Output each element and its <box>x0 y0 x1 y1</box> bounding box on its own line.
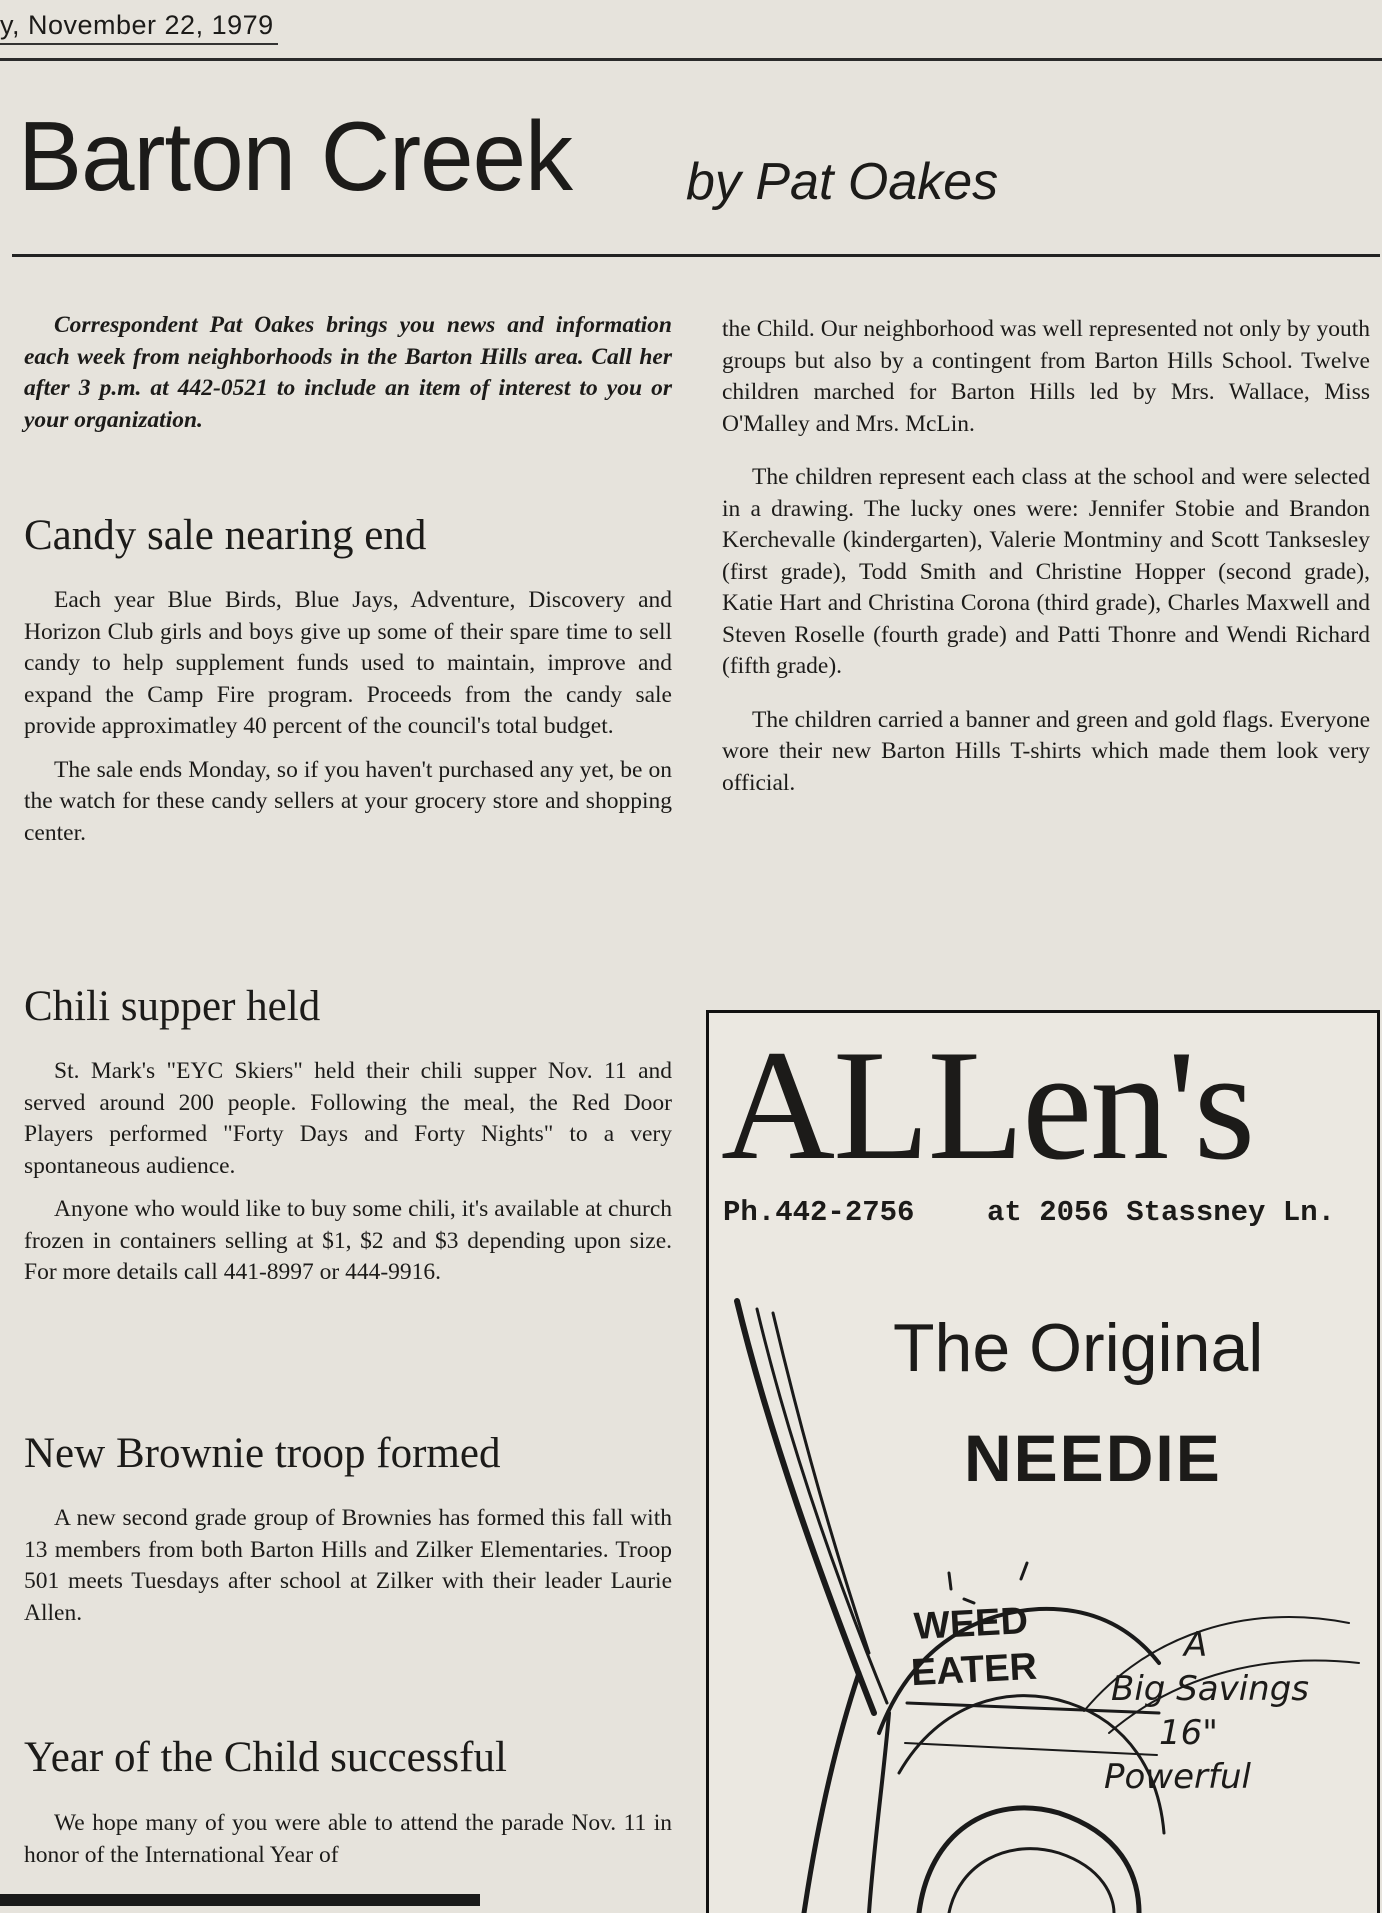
promo-text: 16" <box>1159 1713 1218 1753</box>
paragraph: Anyone who would like to buy some chili, it's available at church frozen in containers selling at $1, $2 and $3 depending upon size. For more details call 441-8997 or 444-9916. <box>24 1196 672 1285</box>
headline-chili-supper: Chili supper held <box>24 983 321 1030</box>
brand-label-weed: WEED <box>912 1600 1029 1648</box>
paragraph: We hope many of you were able to attend the parade Nov. 11 in honor of the International Year of <box>24 1810 672 1868</box>
intro-text: Correspondent Pat Oakes brings you news and information each week from neighborhoods in the Barton Hills area. Call her after 3 p.m. at 442-0521 to include an item of interest to you or your organization. <box>24 312 672 433</box>
column-title: Barton Creek <box>18 101 573 211</box>
masthead <box>18 100 999 213</box>
promo-text: Powerful <box>1104 1757 1251 1797</box>
paragraph: A new second grade group of Brownies has formed this fall with 13 members from both Barton Hills and Zilker Elementaries. Troop 501 meets Tuesdays after school at Zilker with their leader Laurie Allen. <box>24 1505 672 1626</box>
masthead-rule <box>12 254 1380 257</box>
advertisement-allens <box>706 1010 1380 1913</box>
paragraph: The sale ends Monday, so if you haven't purchased any yet, be on the watch for these candy sellers at your grocery store and shopping center. <box>24 756 672 846</box>
brand-label-eater: EATER <box>909 1645 1038 1695</box>
ad-tagline-line2: NEEDIE <box>964 1421 1222 1495</box>
paragraph: the Child. Our neighborhood was well represented not only by youth groups but also by a contingent from Barton Hills School. Twelve children marched for Barton Hills led by Mrs. Wallace, Miss O'Malley and Mrs. McLin. <box>722 316 1370 437</box>
paragraph: The children carried a banner and green and gold flags. Everyone wore their new Barton Hills T-shirts which made them look very official. <box>722 706 1370 796</box>
paragraph: Each year Blue Birds, Blue Jays, Adventure, Discovery and Horizon Club girls and boys give up some of their spare time to sell candy to help supplement funds used to maintain, improve and expand the Camp Fire program. Proceeds from the candy sale provide approximatley 40 percent of the council's total budget. <box>24 587 672 739</box>
article-chili-supper <box>24 1056 672 1301</box>
bottom-border-fragment <box>0 1894 480 1906</box>
headline-brownie-troop: New Brownie troop formed <box>24 1430 501 1477</box>
article-year-of-child-continued <box>722 314 1370 811</box>
top-rule <box>0 58 1382 61</box>
headline-year-of-child: Year of the Child successful <box>24 1734 507 1781</box>
article-candy-sale <box>24 585 672 861</box>
dateline: y, November 22, 1979 <box>0 10 278 45</box>
article-brownie-troop <box>24 1503 672 1641</box>
store-phone: Ph.442-2756 <box>723 1196 915 1229</box>
intro-block <box>24 310 672 436</box>
paragraph: St. Mark's "EYC Skiers" held their chili supper Nov. 11 and served around 200 people. Following the meal, the Red Door Players performed "Forty Days and Forty Nights" to a very spontaneous audience. <box>24 1058 672 1179</box>
store-name: ALLen's <box>721 1018 1254 1193</box>
promo-text: A <box>1184 1625 1208 1665</box>
article-year-of-child <box>24 1808 672 1883</box>
ad-tagline-line1: The Original <box>893 1310 1264 1386</box>
byline: by Pat Oakes <box>686 153 999 211</box>
paragraph: The children represent each class at the school and were selected in a drawing. The lucky ones were: Jennifer Stobie and Brandon Kerchevalle (kindergarten), Valerie Montminy and Scott Tanksesley (first grade), Todd Smith and Christine Hopper (second grade), Katie Hart and Christina Corona (third grade), Charles Maxwell and Steven Roselle (fourth grade) and Patti Thonre and Wendi Richard (fifth grade). <box>722 464 1370 679</box>
headline-candy-sale: Candy sale nearing end <box>24 512 427 559</box>
store-address: at 2056 Stassney Ln. <box>987 1196 1336 1229</box>
promo-text: Big Savings <box>1111 1669 1309 1709</box>
